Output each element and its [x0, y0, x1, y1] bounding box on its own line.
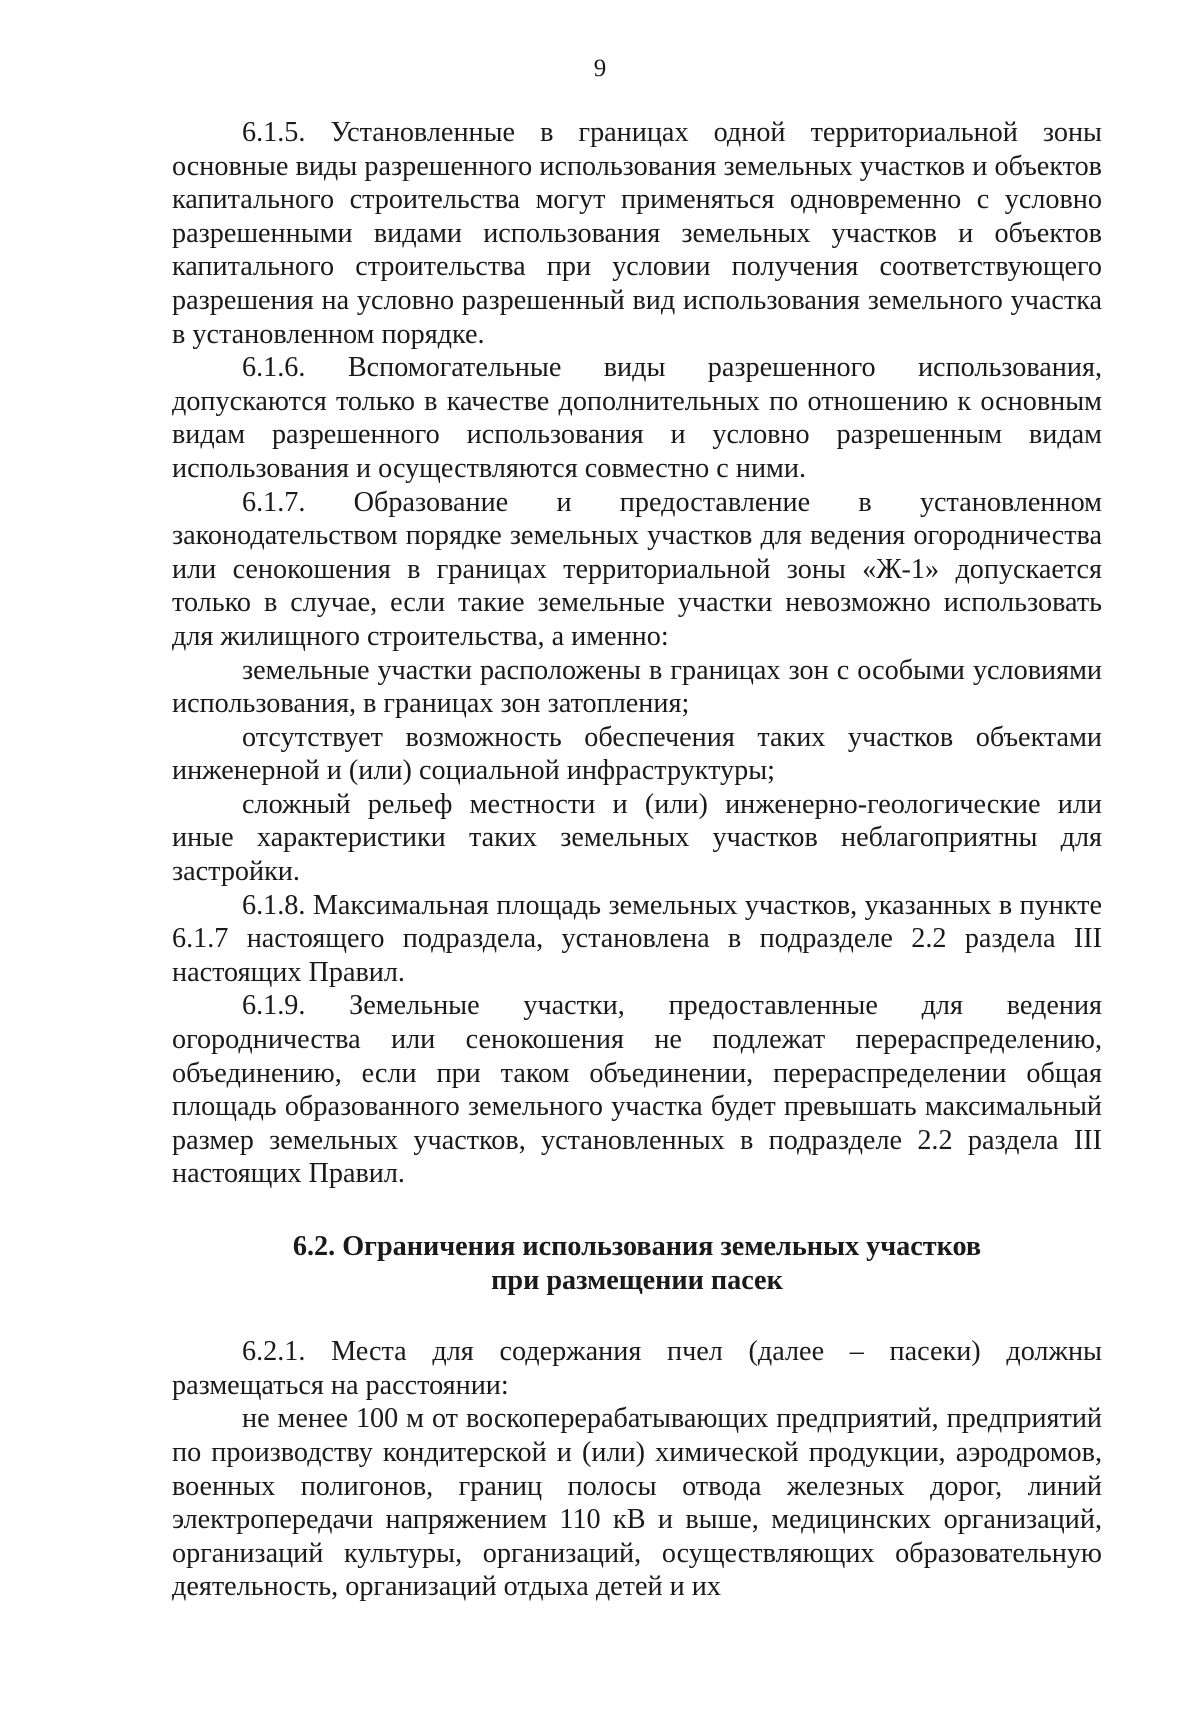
paragraph-6-1-6: 6.1.6. Вспомогательные виды разрешенного использования, допускаются только в качестве дополнительных по отношению к основным видам разрешенного использования и условно разрешенным видам использования и осуществляются совместно с ними.: [172, 352, 1102, 484]
paragraph-6-1-7: 6.1.7. Образование и предоставление в установленном законодательством порядке земельных участков для ведения огородничества или сенокошения в границах территориальной зоны «Ж-1» допускается только в случае, если такие земельные участки невозможно использовать для жилищного строительства, а именно:: [172, 486, 1102, 652]
list-item-terrain: сложный рельеф местности и (или) инженерно-геологические или иные характеристики таких земельных участков неблагоприятны для застройки.: [172, 788, 1102, 888]
list-item-infrastructure: отсутствует возможность обеспечения таких участков объектами инженерной и (или) социальной инфраструктуры;: [172, 721, 1102, 787]
document-body: [172, 116, 1102, 1604]
paragraph-6-1-9: 6.1.9. Земельные участки, предоставленные для ведения огородничества или сенокошения не подлежат перераспределению, объединению, если при таком объединении, перераспределении общая площадь образованного земельного участка будет превышать максимальный размер земельных участков, установленных в подразделе 2.2 раздела III настоящих Правил.: [172, 990, 1102, 1190]
page-number: 9: [593, 55, 607, 82]
paragraph-6-1-5: 6.1.5. Установленные в границах одной территориальной зоны основные виды разрешенного использования земельных участков и объектов капитального строительства могут применяться одновременно с условно разрешенными видами использования земельных участков и объектов капитального строительства при условии получения соответствующего разрешения на условно разрешенный вид использования земельного участка в установленном порядке.: [172, 117, 1102, 350]
section-heading-6-2: [172, 1230, 1102, 1297]
paragraph-6-2-1: 6.2.1. Места для содержания пчел (далее – пасеки) должны размещаться на расстоянии:: [172, 1336, 1102, 1401]
list-item-distance-100m: не менее 100 м от воскоперерабатывающих предприятий, предприятий по производству кондитерской и (или) химической продукции, аэродромов, военных полигонов, границ полосы отвода железных дорог, линий электропередачи напряжением 110 кВ и выше, медицинских организаций, организаций культуры, организаций, осуществляющих образовательную деятельность, организаций отдыха детей и их: [172, 1403, 1102, 1603]
section-heading-line-2: при размещении пасек: [491, 1264, 783, 1296]
paragraph-6-1-8: 6.1.8. Максимальная площадь земельных участков, указанных в пункте 6.1.7 настоящего подраздела, установлена в подразделе 2.2 раздела III настоящих Правил.: [172, 889, 1102, 988]
section-heading-line-1: 6.2. Ограничения использования земельных участков: [292, 1231, 982, 1262]
list-item-flood-zones: земельные участки расположены в границах зон с особыми условиями использования, в границах зон затопления;: [172, 654, 1102, 720]
